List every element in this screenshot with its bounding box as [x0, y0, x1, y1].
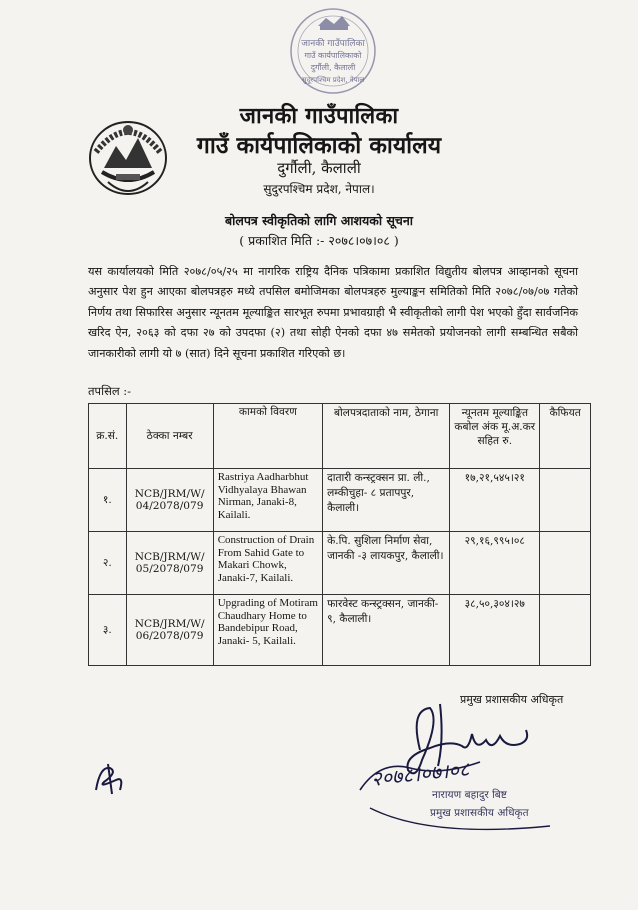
- row-work: Rastriya Aadharbhut Vidhyalaya Bhawan Nirman, Janaki-8, Kailali.: [213, 469, 322, 532]
- row-work: Construction of Drain From Sahid Gate to Makari Chowk, Janaki-7, Kailali.: [213, 532, 322, 595]
- header-work: कामको विवरण: [213, 404, 322, 469]
- table-row: [89, 595, 591, 666]
- header-bidder: बोलपत्रदाताको नाम, ठेगाना: [323, 404, 450, 469]
- row-sn: ३.: [89, 595, 127, 666]
- row-contract: NCB/JRM/W/ 06/2078/079: [126, 595, 213, 666]
- officer-title-top: प्रमुख प्रशासकीय अधिकृत: [460, 693, 564, 706]
- office-seal-stamp: [278, 6, 388, 96]
- initials-mark: [90, 760, 130, 796]
- bid-table: [88, 403, 591, 666]
- province-name: सुदुरपश्चिम प्रदेश, नेपाल।: [263, 182, 375, 196]
- row-contract: NCB/JRM/W/ 05/2078/079: [126, 532, 213, 595]
- row-remarks: [540, 532, 591, 595]
- table-row: [89, 469, 591, 532]
- header-sn: क्र.सं.: [89, 404, 127, 469]
- row-amount: ३८,५०,३०४।२७: [450, 595, 540, 666]
- officer-title-bottom: प्रमुख प्रशासकीय अधिकृत: [430, 807, 529, 819]
- row-amount: २९,१६,९९५।०८: [450, 532, 540, 595]
- notice-title: बोलपत्र स्वीकृतिको लागि आशयको सूचना: [224, 213, 414, 228]
- svg-text:जानकी गाउँपालिका: जानकी गाउँपालिका: [301, 39, 365, 49]
- details-label: तपसिल :-: [88, 384, 132, 398]
- office-location: दुर्गौली, कैलाली: [277, 159, 361, 177]
- row-bidder: दातारी कन्स्ट्रक्सन प्रा. ली., लम्कीचुहा- ८ प्रतापपुर, कैलाली।: [323, 469, 450, 532]
- row-bidder: के.पि. सुशिला निर्माण सेवा, जानकी -३ लायकपुर, कैलाली।: [323, 532, 450, 595]
- office-name: गाउँ कार्यपालिकाको कार्यालय: [196, 132, 442, 159]
- officer-name: नारायण बहादुर बिष्ट: [432, 789, 507, 801]
- notice-body: यस कार्यालयको मिति २०७८/०५/२५ मा नागरिक राष्ट्रिय दैनिक पत्रिकामा प्रकाशित विद्युतीय बोलपत्र आव्हानको सूचना अनुसार पेश हुन आएका बोलपत्रहरु मध्ये तपसिल बमोजिमका बोलपत्रहरु मुल्याङ्कन समितिको मिति २०७८/०७/०७ गतेको निर्णय तथा सिफारिस अनुसार न्यूनतम मूल्याङ्कित सारभूत रुपमा प्रभावग्राही भै स्वीकृतीको लागी पेश भएको हुँदा सार्वजनिक खरिद ऐन, २०६३ को दफा २७ को उपदफा (२) तथा सोही ऐनको दफा ४७ समेतको प्रयोजनको लागी सम्बन्धित सबैको जानकारीको लागी यो ७ (सात) दिने सूचना प्रकाशित गरिएको छ।: [88, 265, 578, 360]
- svg-text:दुर्गौली, कैलाली: दुर्गौली, कैलाली: [310, 63, 356, 72]
- row-remarks: [540, 595, 591, 666]
- header-amount: न्यूनतम मूल्याङ्कित कबोल अंक मू.अ.कर सहित रु.: [450, 404, 540, 469]
- row-work: Upgrading of Motiram Chaudhary Home to Bandebipur Road, Janaki- 5, Kailali.: [213, 595, 322, 666]
- municipality-name: जानकी गाउँपालिका: [239, 103, 399, 129]
- row-sn: १.: [89, 469, 127, 532]
- row-remarks: [540, 469, 591, 532]
- table-header-row: [89, 404, 591, 469]
- row-bidder: फारवेस्ट कन्स्ट्रक्सन, जानकी- ९, कैलाली।: [323, 595, 450, 666]
- header-contract: ठेक्का नम्बर: [126, 404, 213, 469]
- row-sn: २.: [89, 532, 127, 595]
- header-remarks: कैफियत: [540, 404, 591, 469]
- row-contract: NCB/JRM/W/ 04/2078/079: [126, 469, 213, 532]
- table-row: [89, 532, 591, 595]
- svg-text:गाउँ कार्यपालिकाको: गाउँ कार्यपालिकाको: [304, 51, 362, 60]
- publish-date: ( प्रकाशित मिति :- २०७८।०७।०८ ): [239, 233, 399, 248]
- row-amount: १७,२१,५४५।२१: [450, 469, 540, 532]
- svg-text:सुदूरपश्चिम प्रदेश, नेपाल: सुदूरपश्चिम प्रदेश, नेपाल: [301, 76, 365, 84]
- signature-date: २०७८।०७।०८: [370, 756, 471, 791]
